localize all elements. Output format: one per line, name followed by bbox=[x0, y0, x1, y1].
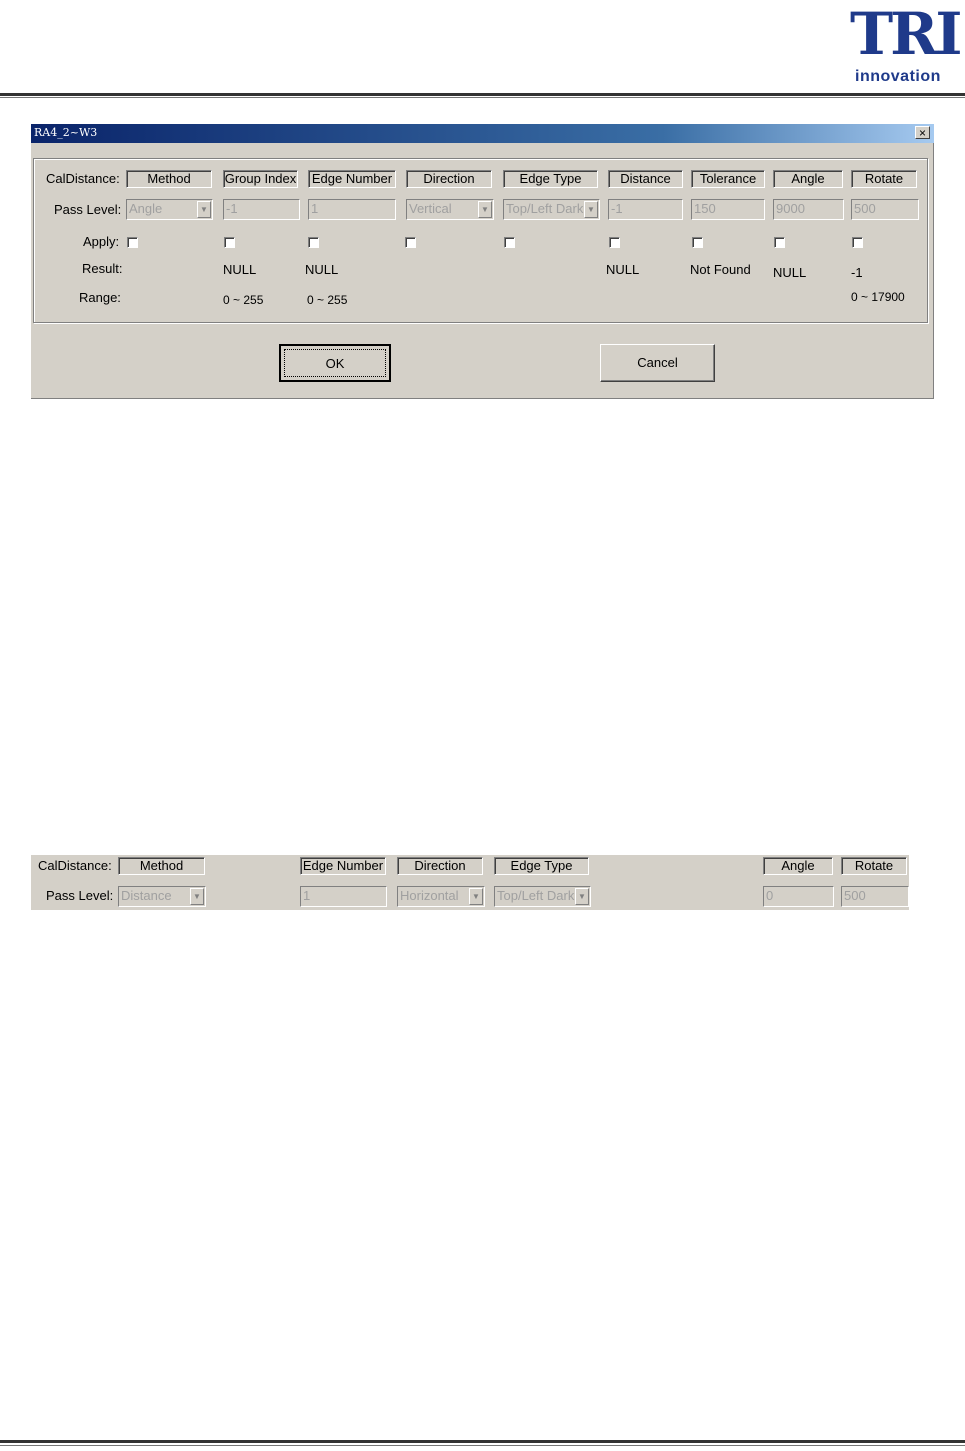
edge-number-result: NULL bbox=[305, 262, 339, 277]
header-direction: Direction bbox=[397, 857, 483, 875]
edge-type-select[interactable] bbox=[494, 886, 591, 907]
header-method: Method bbox=[126, 170, 212, 188]
chevron-down-icon[interactable]: ▼ bbox=[584, 201, 598, 218]
apply-tolerance-checkbox[interactable] bbox=[692, 237, 703, 248]
group-index-range: 0 ~ 255 bbox=[223, 293, 264, 307]
cancel-button-label: Cancel bbox=[637, 355, 678, 370]
apply-label: Apply: bbox=[83, 234, 120, 249]
rotate-range: 0 ~ 17900 bbox=[851, 290, 905, 304]
angle-field[interactable]: 9000 bbox=[773, 199, 844, 220]
ok-button[interactable] bbox=[279, 344, 391, 382]
header-distance: Distance bbox=[608, 170, 683, 188]
apply-edge-number-checkbox[interactable] bbox=[308, 237, 319, 248]
footer-rule bbox=[0, 1440, 965, 1443]
range-label: Range: bbox=[79, 290, 121, 305]
apply-edge-type-checkbox[interactable] bbox=[504, 237, 515, 248]
logo-mark: TRI bbox=[850, 0, 960, 68]
method-select[interactable] bbox=[126, 199, 213, 220]
header-group-index: Group Index bbox=[224, 171, 297, 186]
ok-button-label: OK bbox=[325, 356, 345, 371]
calibration-dialog bbox=[31, 124, 934, 399]
cal-distance-label: CalDistance: bbox=[46, 171, 120, 186]
tolerance-result: Not Found bbox=[690, 262, 751, 277]
method-select-value: Angle bbox=[129, 201, 163, 216]
header-rotate: Rotate bbox=[841, 857, 907, 875]
distance-field[interactable]: -1 bbox=[608, 199, 683, 220]
header-edge-type: Edge Type bbox=[494, 857, 589, 875]
header-edge-number: Edge Number bbox=[300, 857, 386, 875]
group-index-result: NULL bbox=[223, 262, 257, 277]
chevron-down-icon[interactable]: ▼ bbox=[575, 888, 589, 905]
edge-number-field[interactable]: 1 bbox=[300, 886, 387, 907]
chevron-down-icon[interactable]: ▼ bbox=[478, 201, 492, 218]
angle-field[interactable]: 0 bbox=[763, 886, 834, 907]
edge-type-select-value: Top/Left Dark bbox=[497, 888, 575, 903]
direction-select-value: Horizontal bbox=[400, 888, 459, 903]
dialog-title: RA4_2~W3 bbox=[34, 126, 98, 139]
footer-rule-thin bbox=[0, 1445, 965, 1446]
distance-result: NULL bbox=[606, 262, 640, 277]
tolerance-field[interactable]: 150 bbox=[691, 199, 765, 220]
direction-select[interactable] bbox=[397, 886, 485, 907]
cancel-button[interactable] bbox=[600, 344, 715, 382]
header-rotate: Rotate bbox=[851, 170, 917, 188]
chevron-down-icon[interactable]: ▼ bbox=[197, 201, 211, 218]
header-rule-thin bbox=[0, 97, 965, 98]
apply-distance-checkbox[interactable] bbox=[609, 237, 620, 248]
logo-wordmark: innovation bbox=[855, 68, 941, 85]
edge-type-select[interactable] bbox=[503, 199, 600, 220]
apply-method-checkbox[interactable] bbox=[127, 237, 138, 248]
direction-select[interactable] bbox=[406, 199, 494, 220]
header-method: Method bbox=[118, 857, 205, 875]
header-direction: Direction bbox=[406, 170, 492, 188]
header-angle: Angle bbox=[773, 170, 843, 188]
rotate-field[interactable]: 500 bbox=[851, 199, 919, 220]
header-edge-type: Edge Type bbox=[503, 170, 598, 188]
method-select[interactable] bbox=[118, 886, 206, 907]
rotate-field[interactable]: 500 bbox=[841, 886, 909, 907]
focus-ring bbox=[284, 349, 386, 377]
pass-level-label: Pass Level: bbox=[54, 202, 122, 217]
distance-settings-panel bbox=[31, 855, 909, 910]
header-angle: Angle bbox=[763, 857, 833, 875]
header-rule bbox=[0, 93, 965, 96]
group-index-field[interactable]: -1 bbox=[223, 199, 300, 220]
pass-level-label: Pass Level: bbox=[46, 888, 114, 903]
edge-type-select-value: Top/Left Dark bbox=[506, 201, 584, 216]
dialog-titlebar[interactable] bbox=[31, 124, 934, 143]
chevron-down-icon[interactable]: ▼ bbox=[190, 888, 204, 905]
close-button[interactable] bbox=[915, 126, 930, 139]
company-logo bbox=[850, 0, 964, 88]
header-edge-number: Edge Number bbox=[308, 170, 396, 188]
method-select-value: Distance bbox=[121, 888, 172, 903]
angle-result: NULL bbox=[773, 265, 807, 280]
rotate-result: -1 bbox=[851, 265, 863, 280]
chevron-down-icon[interactable]: ▼ bbox=[469, 888, 483, 905]
apply-rotate-checkbox[interactable] bbox=[852, 237, 863, 248]
result-label: Result: bbox=[82, 261, 123, 276]
apply-group-index-checkbox[interactable] bbox=[224, 237, 235, 248]
header-tolerance: Tolerance bbox=[691, 170, 765, 188]
apply-direction-checkbox[interactable] bbox=[405, 237, 416, 248]
edge-number-field[interactable]: 1 bbox=[308, 199, 396, 220]
close-icon: × bbox=[918, 126, 926, 140]
cal-distance-label: CalDistance: bbox=[38, 858, 112, 873]
apply-angle-checkbox[interactable] bbox=[774, 237, 785, 248]
direction-select-value: Vertical bbox=[409, 201, 452, 216]
edge-number-range: 0 ~ 255 bbox=[307, 293, 348, 307]
